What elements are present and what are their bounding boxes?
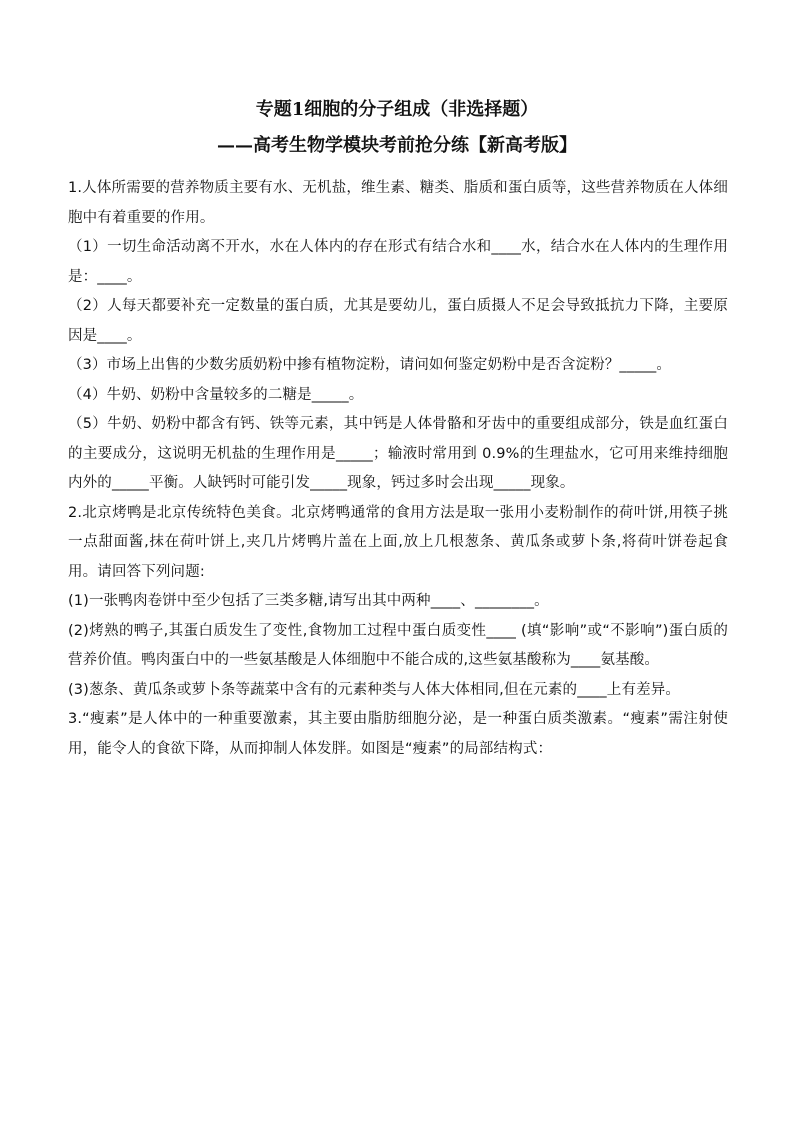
question-1-stem: 1.人体所需要的营养物质主要有水、无机盐，维生素、糖类、脂质和蛋白质等，这些营养物质在人体细胞中有着重要的作用。 <box>68 180 728 226</box>
question-2-part-3: (3)葱条、黄瓜条或萝卜条等蔬菜中含有的元素种类与人体大体相同,但在元素的____上有差异。 <box>68 681 681 698</box>
question-2-part-1: (1)一张鸭肉卷饼中至少包括了三类多糖,请写出其中两种____、________。 <box>68 593 549 609</box>
question-2-part-2: (2)烤熟的鸭子,其蛋白质发生了变性,食物加工过程中蛋白质变性____ (填“影响”或“不影响”)蛋白质的营养价值。鸭肉蛋白中的一些氨基酸是人体细胞中不能合成的,这些氨基酸称为____氨基酸。 <box>68 622 728 668</box>
page-subtitle: ——高考生物学模块考前抢分练【新高考版】 <box>217 135 577 156</box>
page-title: 专题1细胞的分子组成（非选择题） <box>255 99 539 120</box>
document-body <box>68 174 728 764</box>
question-1-part-5: （5）牛奶、奶粉中都含有钙、铁等元素，其中钙是人体骨骼和牙齿中的重要组成部分，铁是血红蛋白的主要成分，这说明无机盐的生理作用是_____；输液时常用到 0.9%的生理盐水，它可用来维持细胞内外的_____平衡。人缺钙时可能引发_____现象，钙过多时会出现_____现象。 <box>68 416 728 491</box>
question-1-part-3: （3）市场上出售的少数劣质奶粉中掺有植物淀粉，请问如何鉴定奶粉中是否含淀粉？_____。 <box>68 357 672 373</box>
question-1-part-1: （1）一切生命活动离不开水，水在人体内的存在形式有结合水和____水，结合水在人体内的生理作用是：____。 <box>68 239 728 285</box>
question-2-stem: 2.北京烤鸭是北京传统特色美食。北京烤鸭通常的食用方法是取一张用小麦粉制作的荷叶饼,用筷子挑一点甜面酱,抹在荷叶饼上,夹几片烤鸭片盖在上面,放上几根葱条、黄瓜条或萝卜条,将荷叶饼卷起食用。请回答下列问题: <box>68 504 728 580</box>
question-3-stem: 3.“瘦素”是人体中的一种重要激素，其主要由脂肪细胞分泌，是一种蛋白质类激素。“瘦素”需注射使用，能令人的食欲下降，从而抑制人体发胖。如图是“瘦素”的局部结构式： <box>68 711 728 757</box>
question-1-part-2: （2）人每天都要补充一定数量的蛋白质，尤其是要幼儿，蛋白质摄人不足会导致抵抗力下降，主要原因是____。 <box>68 298 728 344</box>
question-1-part-4: （4）牛奶、奶粉中含量较多的二糖是_____。 <box>68 386 364 403</box>
